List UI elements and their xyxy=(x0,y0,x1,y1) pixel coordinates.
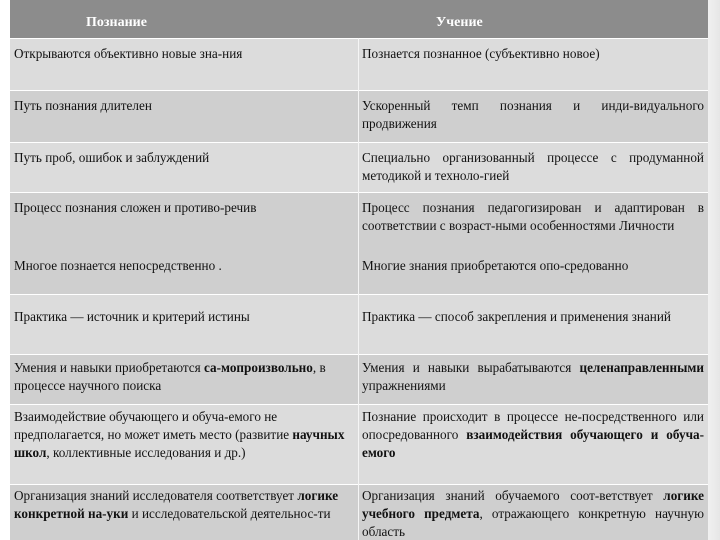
row-4-left-a: Процесс познания сложен и противо-речив xyxy=(14,200,257,215)
table-row xyxy=(10,404,708,489)
row-7-left-text-1: Взаимодействие обучающего и обуча-емого не предполагается, но может иметь место (развитие xyxy=(14,409,290,442)
row-8-left-text-2: и исследовательской деятельнос-ти xyxy=(128,506,331,521)
table-row xyxy=(10,354,708,405)
row-6-right-text-1: Умения и навыки вырабатываются xyxy=(362,360,572,375)
table-row xyxy=(10,484,708,540)
comparison-table xyxy=(10,0,708,540)
row-6-left-text-2: , в процессе научного поиска xyxy=(14,360,326,393)
row-6-left-bold: са-мопроизвольно xyxy=(204,360,313,375)
row-7-left-text-2: , коллективные исследования и др.) xyxy=(46,445,246,460)
row-1-right: Познается познанное (субъективно новое) xyxy=(362,46,600,61)
row-7-right xyxy=(362,408,704,462)
column-divider xyxy=(358,38,359,540)
row-3-right: Специально организованный процессе с продуманной методикой и техноло-гией xyxy=(362,150,704,183)
row-8-right xyxy=(362,487,704,540)
row-5-right: Практика — способ закрепления и применения знаний xyxy=(362,309,671,324)
row-6-left-text-1: Умения и навыки приобретаются xyxy=(14,360,201,375)
row-6-right-text-2: упражнениями xyxy=(362,378,446,393)
row-8-left-bold: логике конкретной на-уки xyxy=(14,488,339,521)
table-row xyxy=(10,90,708,143)
row-6-right-bold: целенаправленными xyxy=(579,360,705,375)
row-7-right-text-1: Познание происходит в процессе не-посредственного или опосредованного xyxy=(362,409,704,442)
table-row xyxy=(10,294,708,355)
row-2-right: Ускоренный темп познания и инди-видуального продвижения xyxy=(362,98,704,131)
header-learning: Учение xyxy=(436,15,483,30)
row-6-right xyxy=(362,359,704,395)
table-row xyxy=(10,142,708,193)
row-8-right-text-2: , отражающего конкретную научную область xyxy=(362,506,704,539)
header-cognition: Познание xyxy=(86,15,147,30)
row-4-right-b: Многие знания приобретаются опо-средованно xyxy=(362,258,629,273)
row-8-left xyxy=(14,487,358,523)
row-7-left-bold: научных школ xyxy=(14,427,345,460)
row-3-left: Путь проб, ошибок и заблуждений xyxy=(14,150,210,165)
row-7-right-bold: взаимодействия обучающего и обуча-емого xyxy=(362,427,705,460)
row-6-left xyxy=(14,359,358,395)
row-1-left: Открываются объективно новые зна-ния xyxy=(14,46,243,61)
row-8-right-text-1: Организация знаний обучаемого соот-ветствует xyxy=(362,488,653,503)
table-row xyxy=(10,38,708,91)
row-2-left: Путь познания длителен xyxy=(14,98,152,113)
row-7-left xyxy=(14,408,358,462)
row-4-right-a: Процесс познания педагогизирован и адаптирован в соответствии с возраст-ными особенностями Личности xyxy=(362,200,704,233)
row-8-right-bold: логике учебного предмета xyxy=(362,488,704,521)
row-4-left-b: Многое познается непосредственно . xyxy=(14,258,222,273)
table-row xyxy=(10,192,708,295)
row-8-left-text-1: Организация знаний исследователя соответствует xyxy=(14,488,295,503)
slide-edge xyxy=(706,0,720,540)
table-header xyxy=(10,0,708,38)
row-5-left: Практика — источник и критерий истины xyxy=(14,309,250,324)
